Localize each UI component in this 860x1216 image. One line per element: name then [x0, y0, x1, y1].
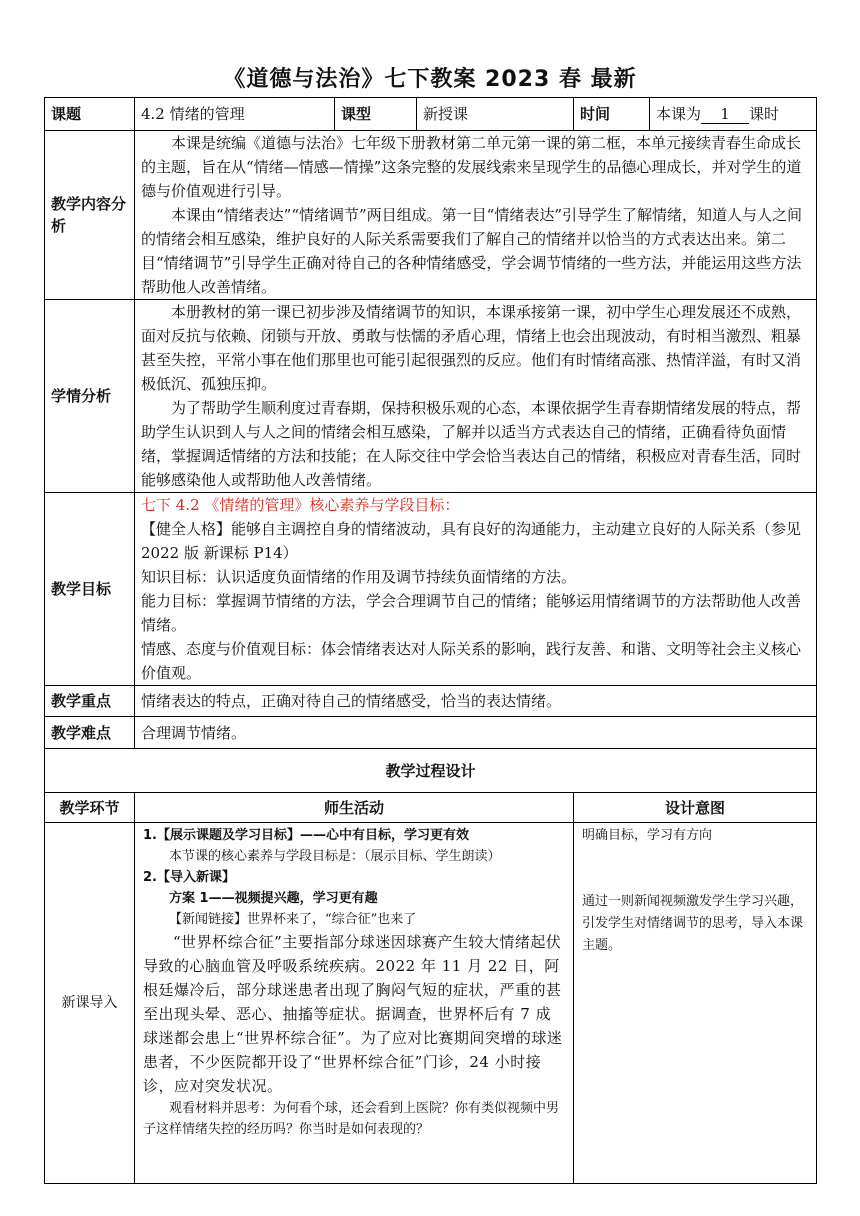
- intent-content: [574, 823, 817, 1184]
- activity-line-3: 2.【导入新课】: [143, 870, 235, 885]
- content-analysis-text: [135, 131, 817, 300]
- content-analysis-row: [45, 131, 817, 300]
- activity-line-4: 方案 1——视频提兴趣，学习更有趣: [169, 891, 378, 906]
- objectives-knowledge: 知识目标：认识适度负面情绪的作用及调节持续负面情绪的方法。: [141, 568, 577, 586]
- lesson-plan-table: [44, 97, 817, 1184]
- time-number: 1: [701, 105, 749, 124]
- time-prefix: 本课为: [656, 105, 702, 123]
- process-col-activity: 师生活动: [135, 793, 574, 823]
- student-paragraph-1: 本册教材的第一课已初步涉及情绪调节的知识，本课承接第一课，初中学生心理发展还不成熟，面对反抗与依赖、闭锁与开放、勇敢与怯懦的矛盾心理，情绪上也会出现波动，有时相当激烈、粗暴甚至失控，平常小事在他们那里也可能引起很强烈的反应。他们有时情绪高涨、热情洋溢，有时又消极低沉、孤独压抑。: [141, 303, 802, 393]
- type-label: 课型: [335, 98, 417, 131]
- objectives-emotion: 情感、态度与价值观目标：体会情绪表达对人际关系的影响，践行友善、和谐、文明等社会主义核心价值观。: [141, 640, 802, 682]
- content-paragraph-1: 本课是统编《道德与法治》七年级下册教材第二单元第一课的第二框，本单元接续青春生命成长的主题，旨在从“情绪—情感—情操”这条完整的发展线索来呈现学生的品德心理成长，并对学生的道德与价值观进行引导。: [141, 134, 802, 200]
- student-analysis-label: 学情分析: [45, 300, 135, 493]
- activity-content: [135, 823, 574, 1184]
- difficulty-value: 合理调节情绪。: [135, 717, 817, 749]
- key-point-label: 教学重点: [45, 686, 135, 717]
- process-title-row: [45, 749, 817, 793]
- objectives-row: [45, 493, 817, 686]
- difficulty-label: 教学难点: [45, 717, 135, 749]
- time-value: [650, 98, 817, 131]
- topic-value: 4.2 情绪的管理: [135, 98, 335, 131]
- header-row: [45, 98, 817, 131]
- process-header-row: [45, 793, 817, 823]
- key-point-row: [45, 686, 817, 717]
- process-col-stage: 教学环节: [45, 793, 135, 823]
- objectives-label: 教学目标: [45, 493, 135, 686]
- student-analysis-text: [135, 300, 817, 493]
- intent-spacer: [582, 847, 808, 891]
- intent-line-1: 明确目标，学习有方向: [582, 828, 713, 843]
- time-label: 时间: [574, 98, 650, 131]
- objectives-text: [135, 493, 817, 686]
- process-title: 教学过程设计: [45, 749, 817, 793]
- activity-news-story: “世界杯综合征”主要指部分球迷因球赛产生较大情绪起伏导致的心脑血管及呼吸系统疾病。2022 年 11 月 22 日，阿根廷爆冷后，部分球迷患者出现了胸闷气短的症状，严重的甚至出现头晕、恶心、抽搐等症状。据调查，世界杯后有 7 成球迷都会患上“世界杯综合征”。为了应对比赛期间突增的球迷患者，不少医院都开设了“世界杯综合征”门诊，24 小时接诊，应对突发状况。: [143, 933, 563, 1095]
- content-analysis-label: 教学内容分析: [45, 131, 135, 300]
- topic-label: 课题: [45, 98, 135, 131]
- objectives-red-heading: 七下 4.2 《情绪的管理》核心素养与学段目标：: [141, 496, 460, 514]
- document-title: 《道德与法治》七下教案 2023 春 最新: [223, 67, 637, 92]
- activity-question: 观看材料并思考：为何看个球，还会看到上医院？你有类似视频中男子这样情绪失控的经历吗？你当时是如何表现的？: [143, 1101, 560, 1137]
- stage-new-lesson: 新课导入: [45, 823, 135, 1184]
- type-value: 新授课: [417, 98, 574, 131]
- activity-line-1: 1.【展示课题及学习目标】——心中有目标，学习更有效: [143, 828, 469, 843]
- time-suffix: 课时: [749, 105, 780, 123]
- activity-line-2: 本节课的核心素养与学段目标是：（展示目标、学生朗读）: [169, 849, 501, 864]
- difficulty-row: [45, 717, 817, 749]
- process-row-intro: [45, 823, 817, 1184]
- student-paragraph-2: 为了帮助学生顺利度过青春期，保持积极乐观的心态，本课依据学生青春期情绪发展的特点，帮助学生认识到人与人之间的情绪会相互感染，了解并以适当方式表达自己的情绪，正确看待负面情绪，掌握调适情绪的方法和技能；在人际交往中学会恰当表达自己的情绪，积极应对青春生活，同时能够感染他人或帮助他人改善情绪。: [141, 399, 802, 489]
- key-point-value: 情绪表达的特点，正确对待自己的情绪感受，恰当的表达情绪。: [135, 686, 817, 717]
- objectives-ability: 能力目标：掌握调节情绪的方法，学会合理调节自己的情绪；能够运用情绪调节的方法帮助他人改善情绪。: [141, 592, 802, 634]
- intent-line-2: 通过一则新闻视频激发学生学习兴趣，引发学生对情绪调节的思考，导入本课主题。: [582, 894, 804, 953]
- content-paragraph-2: 本课由“情绪表达”“情绪调节”两目组成。第一目“情绪表达”引导学生了解情绪，知道人与人之间的情绪会相互感染，维护良好的人际关系需要我们了解自己的情绪并以恰当的方式表达出来。第二目“情绪调节”引导学生正确对待自己的各种情绪感受，学会调节情绪的一些方法，并能运用这些方法帮助他人改善情绪。: [141, 206, 803, 296]
- activity-line-5: 【新闻链接】世界杯来了，“综合征”也来了: [169, 912, 417, 927]
- process-col-intent: 设计意图: [574, 793, 817, 823]
- objectives-core: 【健全人格】能够自主调控自身的情绪波动，具有良好的沟通能力，主动建立良好的人际关系（参见 2022 版 新课标 P14）: [141, 520, 802, 562]
- student-analysis-row: [45, 300, 817, 493]
